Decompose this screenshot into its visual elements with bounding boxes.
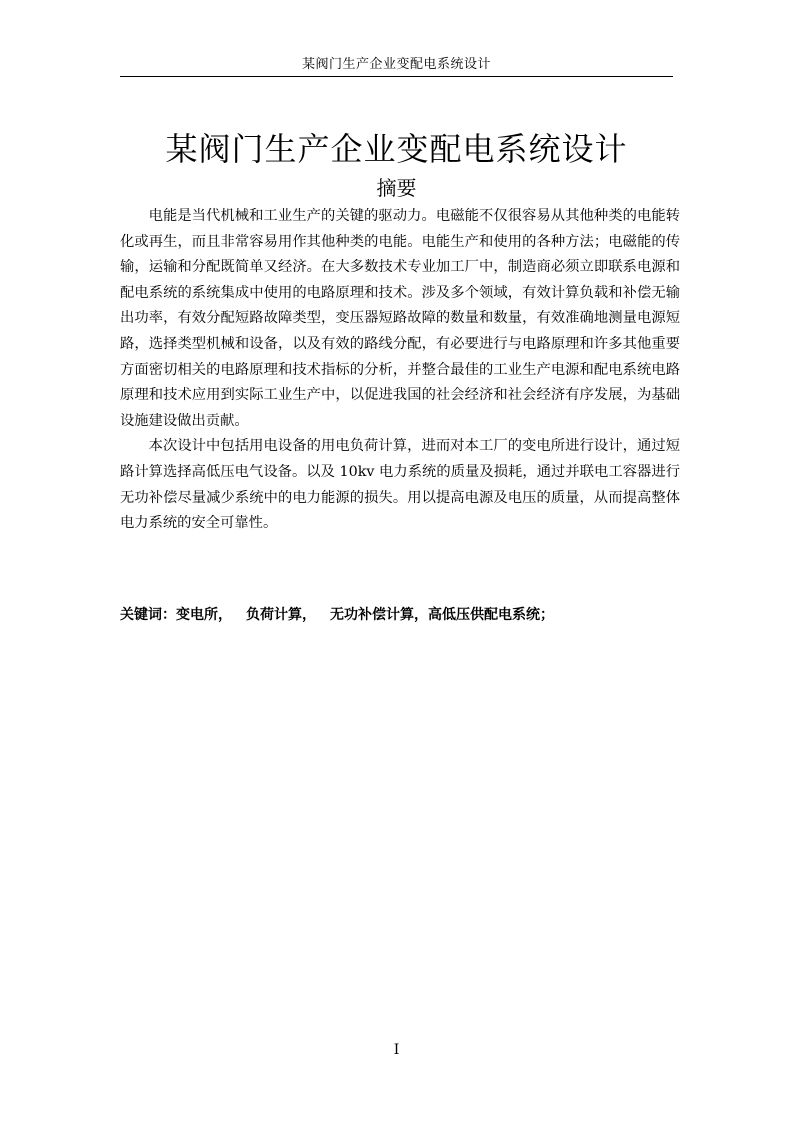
keyword-item: 负荷计算， [246,607,316,623]
document-title: 某阀门生产企业变配电系统设计 [165,130,628,168]
abstract-body [120,204,680,537]
page-number: I [393,1042,400,1058]
header-divider [120,76,673,77]
running-header: 某阀门生产企业变配电系统设计 [301,57,491,72]
keywords-line [120,604,673,626]
keyword-item: 无功补偿计算，高低压供配电系统； [330,607,554,623]
abstract-heading: 摘要 [376,176,417,200]
abstract-paragraph-1: 电能是当代机械和工业生产的关键的驱动力。电磁能不仅很容易从其他种类的电能转化或再生，而且非常容易用作其他种类的电能。电能生产和使用的各种方法；电磁能的传输，运输和分配既简单又经济。在大多数技术专业加工厂中，制造商必须立即联系电源和配电系统的系统集成中使用的电路原理和技术。涉及多个领域，有效计算负载和补偿无输出功率，有效分配短路故障类型，变压器短路故障的数量和数量，有效准确地测量电源短路，选择类型机械和设备，以及有效的路线分配，有必要进行与电路原理和许多其他重要方面密切相关的电路原理和技术指标的分析，并整合最佳的工业生产电源和配电系统电路原理和技术应用到实际工业生产中，以促进我国的社会经济和社会经济有序发展，为基础设施建设做出贡献。 [120,208,680,429]
keyword-item: 变电所， [176,607,232,623]
keywords-label: 关键词： [120,607,176,623]
abstract-paragraph-2: 本次设计中包括用电设备的用电负荷计算，进而对本工厂的变电所进行设计，通过短路计算选择高低压电气设备。以及 10kv 电力系统的质量及损耗，通过并联电工容器进行无功补偿尽量减少系统中的电力能源的损失。用以提高电源及电压的质量，从而提高整体电力系统的安全可靠性。 [120,438,680,532]
